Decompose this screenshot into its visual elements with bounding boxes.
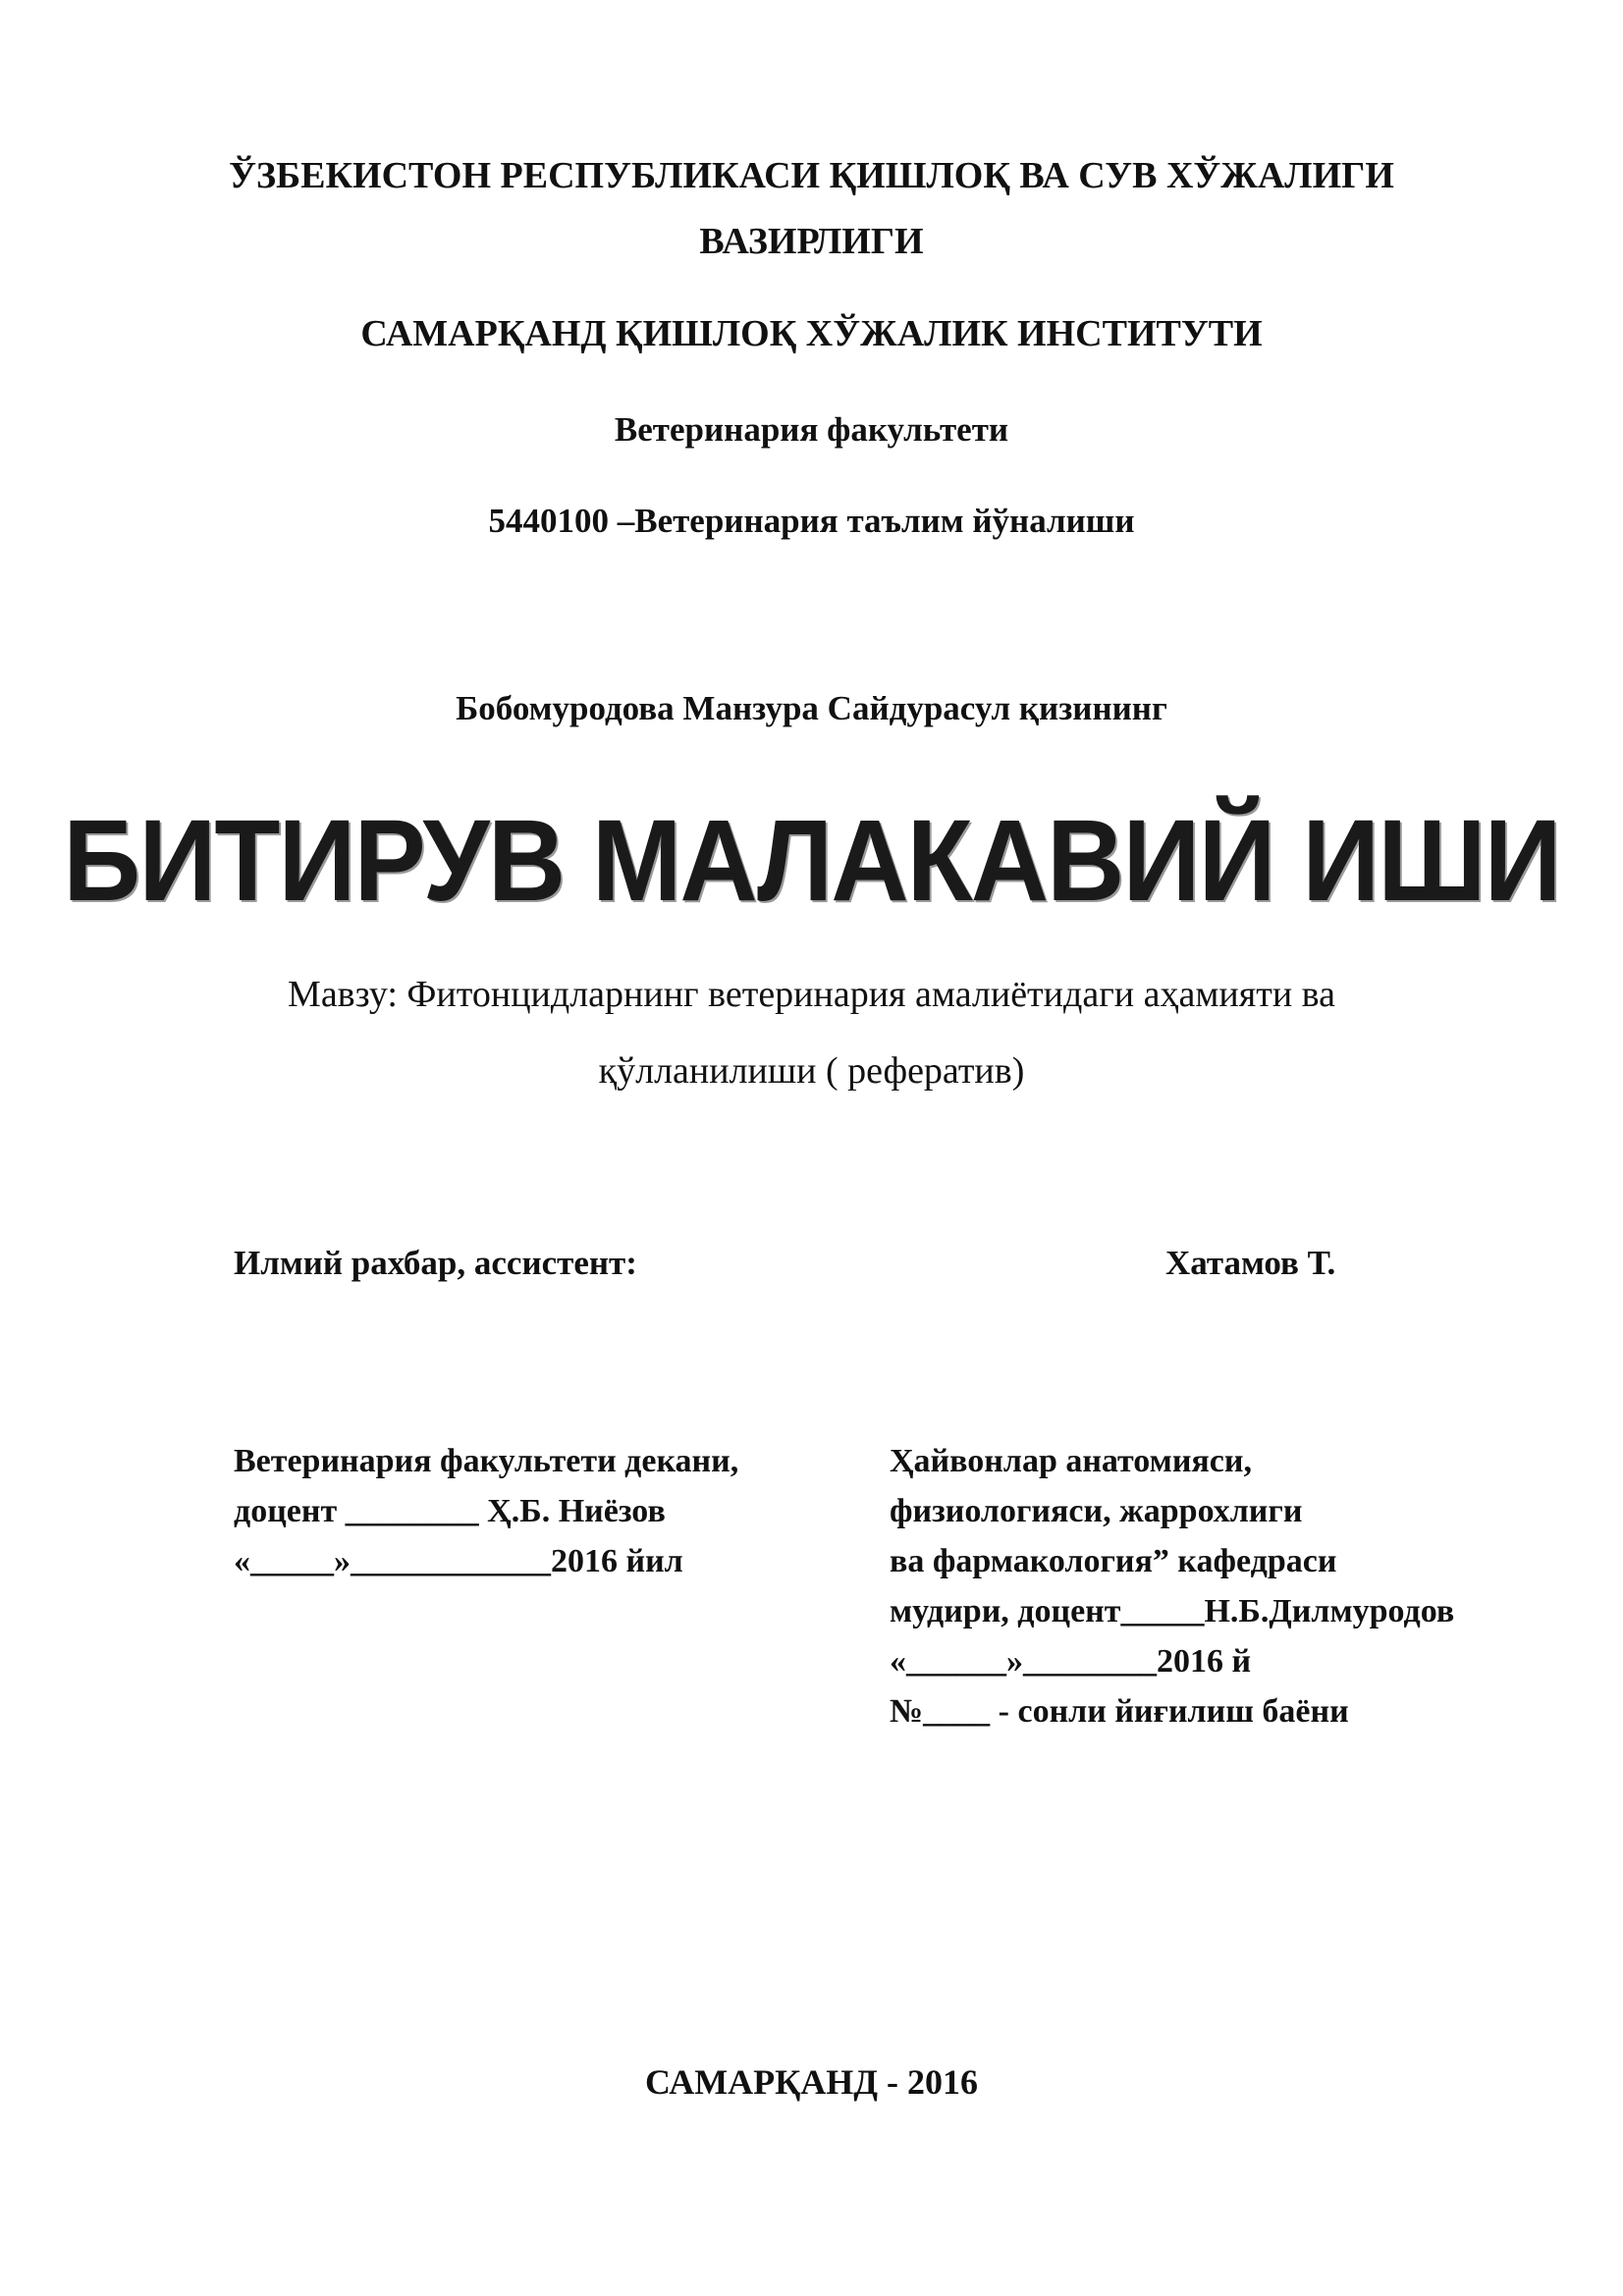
supervisor-name: Хатамов Т. <box>1165 1244 1336 1282</box>
faculty-name: Ветеринария факультети <box>614 410 1009 449</box>
topic-line-1: Мавзу: Фитонцидларнинг ветеринария амалиётидаги аҳамияти ва <box>288 974 1335 1015</box>
department-line-5: «______»________2016 й <box>890 1643 1252 1680</box>
topic-line-2: қўлланилиши ( рефератив) <box>598 1050 1025 1092</box>
dean-line-1: Ветеринария факультети декани, <box>234 1443 739 1479</box>
study-direction: 5440100 –Ветеринария таълим йўналиши <box>488 502 1135 540</box>
dean-line-3: «_____»____________2016 йил <box>234 1543 683 1579</box>
department-line-4: мудири, доцент_____Н.Б.Дилмуродов <box>890 1593 1455 1629</box>
department-approval-block <box>890 1436 1454 1736</box>
ministry-line-2: ВАЗИРЛИГИ <box>699 221 924 262</box>
ministry-line-1: ЎЗБЕКИСТОН РЕСПУБЛИКАСИ ҚИШЛОҚ ВА СУВ ХЎЖАЛИГИ <box>229 155 1394 196</box>
city-year-footer: САМАРҚАНД - 2016 <box>644 2062 979 2102</box>
department-line-2: физиологияси, жаррохлиги <box>890 1493 1303 1529</box>
thesis-title: БИТИРУВ МАЛАКАВИЙ ИШИ <box>63 796 1560 926</box>
supervisor-label: Илмий рахбар, ассистент: <box>234 1244 637 1282</box>
department-line-3: ва фармакология” кафедраси <box>890 1543 1337 1579</box>
dean-line-2: доцент ________ Ҳ.Б. Ниёзов <box>234 1493 666 1529</box>
author-name: Бобомуродова Манзура Сайдурасул қизининг <box>456 689 1167 727</box>
dean-approval-block <box>234 1436 738 1586</box>
department-line-6: №____ - сонли йиғилиш баёни <box>890 1693 1349 1730</box>
institute-name: САМАРҚАНД ҚИШЛОҚ ХЎЖАЛИК ИНСТИТУТИ <box>360 313 1263 354</box>
department-line-1: Ҳайвонлар анатомияси, <box>890 1443 1252 1479</box>
